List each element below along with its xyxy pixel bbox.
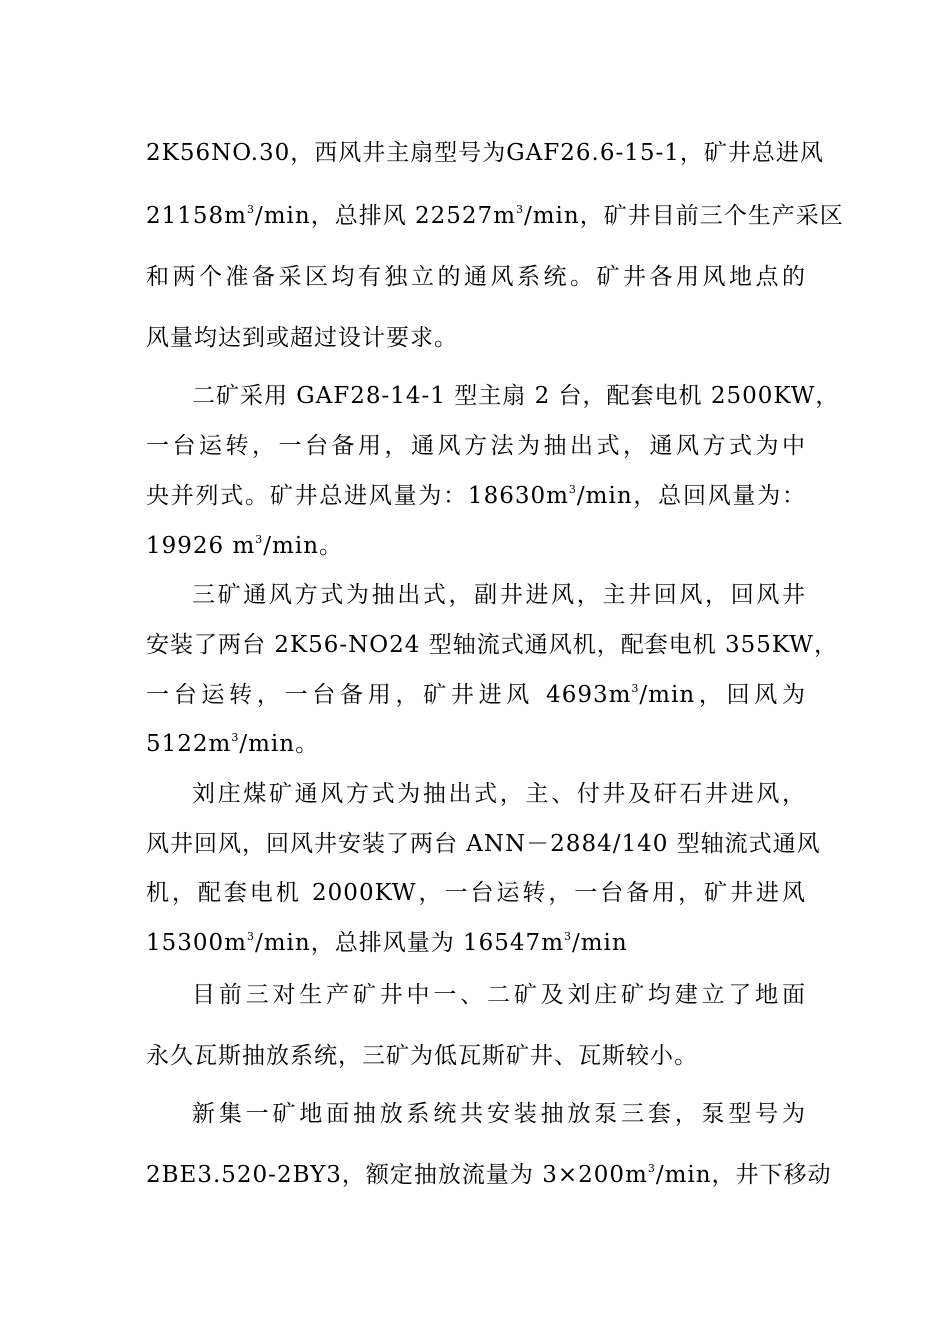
text-line: 刘庄煤矿通风方式为抽出式，主、付井及矸石井进风， xyxy=(192,781,806,807)
text-line: $5122m^3/\min$。 xyxy=(146,731,320,757)
text-line: 风井回风，回风井安装了两台 ANN－2884/140 型轴流式通风 xyxy=(146,831,821,857)
text-line: $15300m^3/\min$，总排风量为 $16547m^3/\min$ xyxy=(146,930,628,956)
text-line: 三矿通风方式为抽出式，副井进风，主井回风，回风井 xyxy=(192,582,806,608)
text-line: 机，配套电机 2000KW，一台运转，一台备用，矿井进风 xyxy=(146,880,806,906)
text-line: 风量均达到或超过设计要求。 xyxy=(146,325,458,351)
text-line: 央并列式。矿井总进风量为：$18630m^3/\min$，总回风量为： xyxy=(146,483,806,509)
text-line: 一台运转，一台备用，矿井进风 $4693m^3/\min$，回风为 xyxy=(146,682,806,708)
text-line: $21158m^3/\min$，总排风 $22527m^3/\min$，矿井目前三个生产采区 xyxy=(146,203,844,229)
text-line: 永久瓦斯抽放系统，三矿为低瓦斯矿井、瓦斯较小。 xyxy=(146,1043,698,1069)
text-line: 19926 $m^3/\min$。 xyxy=(146,533,344,559)
text-line: 目前三对生产矿井中一、二矿及刘庄矿均建立了地面 xyxy=(192,982,806,1008)
text-line: 一台运转，一台备用，通风方法为抽出式，通风方式为中 xyxy=(146,433,806,459)
text-line: 2K56NO.30，西风井主扇型号为GAF26.6-15-1，矿井总进风 xyxy=(146,140,824,166)
text-line: 新集一矿地面抽放系统共安装抽放泵三套，泵型号为 xyxy=(192,1101,806,1127)
text-line: 安装了两台 2K56-NO24 型轴流式通风机，配套电机 355KW， xyxy=(146,632,838,658)
text-line: 二矿采用 GAF28-14-1 型主扇 2 台，配套电机 2500KW， xyxy=(192,383,840,409)
text-line: 2BE3.520-2BY3，额定抽放流量为 $3\times 200m^3/\min$，井下移动 xyxy=(146,1162,832,1188)
text-line: 和两个准备采区均有独立的通风系统。矿井各用风地点的 xyxy=(146,264,806,290)
